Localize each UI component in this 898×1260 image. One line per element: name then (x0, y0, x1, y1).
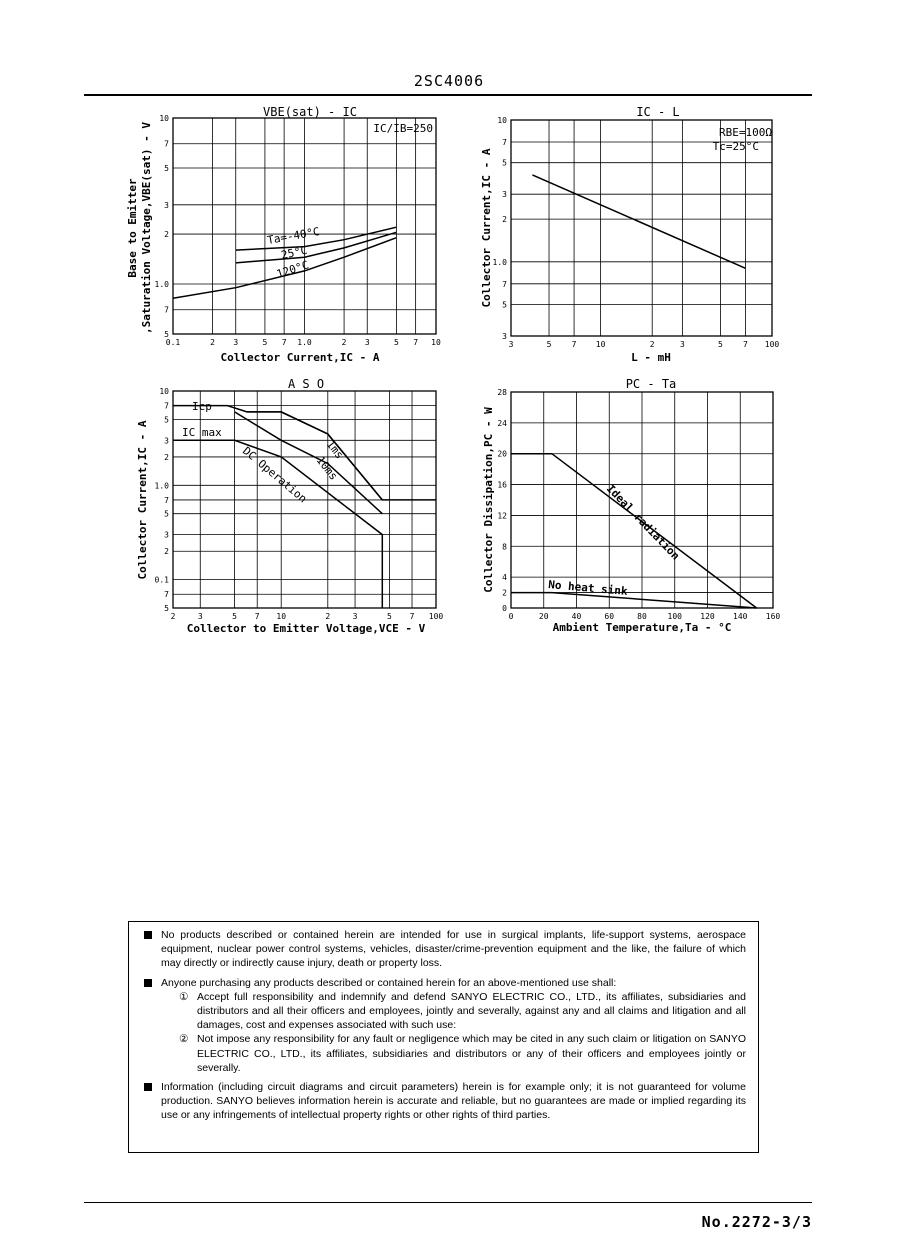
y-tick-label: 1.0 (492, 257, 507, 267)
xlabel-aso: Collector to Emitter Voltage,VCE - V (186, 622, 426, 635)
x-tick-label: 3 (352, 612, 358, 621)
y-tick-label: 10 (159, 387, 169, 396)
ylabel1-vbe-ic: Base to Emitter (126, 178, 139, 278)
y-tick-label: 3 (502, 332, 507, 341)
x-tick-label: 2 (649, 340, 655, 349)
x-tick-label: 5 (386, 612, 392, 621)
x-tick-label: 100 (764, 340, 780, 349)
bottom-rule (84, 1202, 812, 1203)
curves-ic-l (532, 175, 745, 268)
y-tick-label: 2 (502, 588, 507, 598)
bullet-square-icon (144, 931, 152, 939)
x-tick-label: 1.0 (297, 338, 312, 347)
label-10ms: 10ms (313, 453, 341, 483)
x-tick-label: 100 (667, 612, 682, 621)
y-tick-label: 2 (164, 547, 169, 557)
series-line-1 (532, 175, 745, 268)
y-tick-label: 24 (497, 418, 507, 428)
notice-item-3 (143, 1080, 746, 1123)
y-tick-label: 2 (502, 215, 507, 225)
curve-label-25c: 25°C (279, 243, 309, 262)
y-tick-label: 2 (164, 230, 169, 240)
y-tick-label: 0 (502, 604, 507, 613)
x-ticks-ic-l (509, 340, 780, 349)
x-tick-label: 3 (679, 340, 685, 349)
x-tick-label: 40 (571, 612, 582, 621)
x-tick-label: 80 (637, 612, 647, 621)
y-tick-label: 5 (164, 604, 169, 613)
x-tick-label: 0.1 (165, 338, 181, 347)
y-tick-label: 4 (502, 573, 507, 583)
series-line-4 (173, 437, 382, 608)
ylabel-ic-l: Collector Current,IC - A (480, 148, 493, 308)
circled-two-icon: ② (179, 1033, 189, 1046)
part-number: 2SC4006 (413, 72, 485, 90)
notice-sub-item-2 (179, 1032, 746, 1075)
chart-pc-ta (476, 376, 796, 638)
grid-pc-ta (511, 392, 773, 608)
notice-sub-item-1 (179, 990, 746, 1033)
x-tick-label: 120 (700, 612, 715, 621)
y-tick-label: 7 (164, 139, 169, 149)
y-tick-label: 7 (164, 401, 169, 411)
y-ticks-ic-l (493, 116, 508, 341)
series-line-2 (511, 593, 757, 608)
xlabel-ic-l: L - mH (631, 351, 671, 364)
y-tick-label: 0.1 (154, 575, 169, 585)
notice-item-3-text: Information (including circuit diagrams and circuit parameters) herein is for example only; it is not guaranteed for volume production. SANYO believes information herein is accurate and reliable, but no guarantees are made or implied regarding its use or any infringements of intellectual property rights or other rights of third parties. (161, 1081, 746, 1122)
x-ticks-vbe-ic (166, 338, 441, 347)
grid-vbe-ic (173, 118, 436, 334)
y-tick-label: 3 (502, 190, 507, 200)
bullet-square-icon (144, 1083, 152, 1091)
y-tick-label: 2 (164, 452, 169, 462)
x-tick-label: 7 (413, 338, 419, 347)
label-ic-max: IC max (182, 426, 222, 439)
label-dc-operation: DC Operation (240, 444, 310, 506)
x-tick-label: 100 (428, 612, 444, 621)
x-tick-label: 160 (765, 612, 781, 621)
y-tick-label: 7 (502, 279, 507, 289)
x-tick-label: 7 (743, 340, 748, 349)
notice-box (128, 921, 759, 1153)
x-tick-label: 20 (538, 612, 549, 621)
bullet-square-icon (144, 979, 152, 987)
y-ticks-vbe-ic (155, 114, 170, 339)
top-rule (84, 94, 812, 96)
condition1-ic-l: RBE=100Ω (719, 126, 772, 139)
x-tick-label: 2 (210, 338, 215, 347)
x-tick-label: 7 (409, 612, 415, 621)
label-no-heat-sink: No heat sink (547, 578, 629, 598)
y-tick-label: 10 (497, 116, 507, 125)
y-tick-label: 3 (164, 200, 169, 210)
y-tick-label: 5 (502, 300, 507, 310)
x-tick-label: 10 (595, 340, 606, 349)
x-ticks-pc-ta (509, 612, 781, 621)
x-tick-label: 5 (546, 340, 552, 349)
x-tick-label: 7 (571, 340, 577, 349)
label-ideal-radiation: Ideal radiation (603, 482, 683, 563)
y-tick-label: 1.0 (154, 481, 169, 491)
x-tick-label: 5 (232, 612, 238, 621)
y-tick-label: 5 (164, 415, 169, 425)
x-tick-label: 10 (431, 338, 441, 347)
x-tick-label: 2 (170, 612, 176, 621)
y-tick-label: 7 (164, 590, 169, 600)
y-tick-label: 12 (497, 511, 507, 521)
ylabel2-vbe-ic: ,Saturation Voltage,VBE(sat) - V (140, 122, 153, 334)
x-tick-label: 140 (733, 612, 748, 621)
notice-item-2 (143, 976, 746, 1075)
y-ticks-aso (155, 387, 170, 613)
y-tick-label: 5 (164, 163, 169, 173)
y-tick-label: 16 (497, 480, 507, 490)
x-ticks-aso (171, 612, 444, 621)
x-tick-label: 3 (233, 338, 239, 347)
ylabel-aso: Collector Current,IC - A (136, 420, 149, 580)
x-tick-label: 3 (508, 340, 514, 349)
page-number: No.2272-3/3 (701, 1213, 812, 1231)
title-ic-l: IC - L (636, 105, 680, 119)
label-icp: Icp (192, 400, 212, 413)
y-tick-label: 3 (164, 530, 169, 540)
curve-label-ta-minus40: Ta=-40°C (266, 224, 321, 247)
title-pc-ta: PC - Ta (625, 377, 677, 391)
y-tick-label: 1.0 (154, 280, 169, 290)
notice-item-1 (143, 928, 746, 971)
x-tick-label: 3 (364, 338, 370, 347)
y-tick-label: 7 (502, 137, 507, 147)
chart-vbe-ic (120, 102, 450, 372)
x-tick-label: 2 (341, 338, 347, 347)
x-tick-label: 5 (262, 338, 268, 347)
x-tick-label: 60 (604, 612, 615, 621)
title-aso: A S O (287, 377, 325, 391)
ylabel-pc-ta: Collector Dissipation,PC - W (482, 407, 495, 593)
condition-vbe-ic: IC/IB=250 (373, 122, 433, 135)
condition2-ic-l: Tc=25°C (712, 140, 759, 153)
y-tick-label: 7 (164, 305, 169, 315)
chart-aso (120, 376, 450, 638)
y-tick-label: 5 (164, 509, 169, 519)
y-tick-label: 10 (159, 114, 169, 123)
xlabel-vbe-ic: Collector Current,IC - A (220, 351, 380, 364)
x-tick-label: 7 (281, 338, 287, 347)
y-ticks-pc-ta (497, 388, 507, 613)
chart-ic-l (476, 102, 796, 372)
circled-one-icon: ① (179, 990, 189, 1003)
x-tick-label: 10 (276, 612, 287, 621)
y-tick-label: 28 (497, 388, 507, 397)
notice-sub-item-1-text: Accept full responsibility and indemnify and defend SANYO ELECTRIC CO., LTD., its affiliates, subsidiaries and distributors and all their officers and employees, jointly and severally, against any and all claims and litigation and all damages, cost and expenses associated with such use: (197, 990, 746, 1032)
y-tick-label: 3 (164, 436, 169, 446)
x-tick-label: 0 (508, 612, 514, 621)
title-vbe-ic: VBE(sat) - IC (263, 105, 357, 119)
y-tick-label: 20 (497, 449, 507, 459)
label-1ms: 1ms (323, 437, 347, 462)
x-tick-label: 5 (394, 338, 399, 347)
y-tick-label: 7 (164, 495, 169, 505)
y-tick-label: 5 (164, 330, 169, 339)
x-tick-label: 5 (717, 340, 723, 349)
y-tick-label: 5 (502, 158, 507, 168)
x-tick-label: 3 (197, 612, 203, 621)
y-tick-label: 8 (502, 542, 507, 552)
notice-sub-item-2-text: Not impose any responsibility for any fault or negligence which may be cited in any such claim or litigation on SANYO ELECTRIC CO., LTD., its affiliates, subsidiaries and distributors or any of their officers and employees jointly or severally. (197, 1033, 746, 1074)
curve-label-120c: 120°C (274, 258, 311, 281)
notice-item-1-text: No products described or contained herein are intended for use in surgical implants, life-support systems, aerospace equipment, nuclear power control systems, vehicles, disaster/crime-prevention equipment and the like, the failure of which may directly or indirectly cause injury, death or property loss. (161, 929, 746, 970)
xlabel-pc-ta: Ambient Temperature,Ta - °C (552, 621, 732, 634)
x-tick-label: 7 (254, 612, 260, 621)
x-tick-label: 2 (325, 612, 331, 621)
notice-item-2-intro: Anyone purchasing any products described or contained herein for an above-mentioned use shall: (161, 976, 617, 989)
